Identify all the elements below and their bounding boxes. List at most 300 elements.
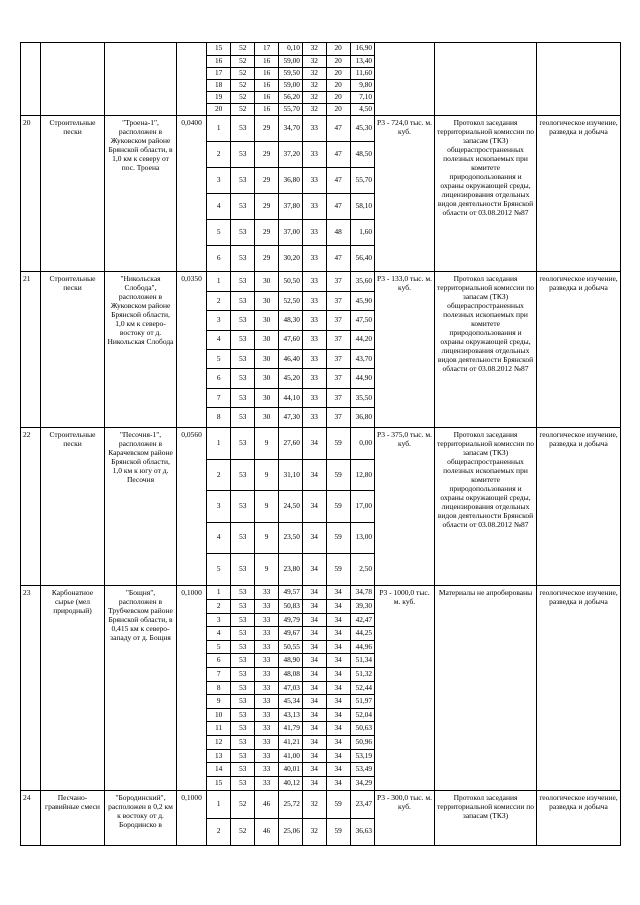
deposit-location: "Бородинский", расположен в 0,2 км к востоку от д. Бородинско в [105, 791, 177, 846]
lat-deg: 53 [231, 554, 255, 585]
lon-deg: 32 [302, 55, 326, 67]
lon-min: 37 [326, 272, 350, 291]
protocol-text: Протокол заседания территориальной комиссии по запасам (ТКЗ) [435, 791, 537, 846]
lat-sec: 34,70 [279, 116, 303, 142]
coordinate-row [207, 219, 374, 245]
point-number: 11 [207, 722, 231, 736]
lat-sec: 31,10 [279, 459, 303, 490]
lon-sec: 53,19 [350, 749, 374, 763]
lat-sec: 48,90 [279, 654, 303, 668]
coordinate-row [207, 67, 374, 79]
lat-sec: 47,60 [279, 330, 303, 349]
lat-min: 30 [255, 311, 279, 330]
point-number: 12 [207, 736, 231, 750]
coordinate-row [207, 791, 374, 818]
lon-sec: 58,10 [350, 193, 374, 219]
lon-min: 34 [326, 695, 350, 709]
lon-deg: 33 [302, 142, 326, 168]
lon-deg: 32 [302, 791, 326, 818]
reserves-value: Р3 - 724,0 тыс. м. куб. [375, 116, 435, 272]
lat-min: 17 [255, 43, 279, 55]
coordinate-row [207, 388, 374, 407]
lat-sec: 55,70 [279, 103, 303, 115]
coordinate-row [207, 103, 374, 115]
lat-sec: 40,01 [279, 763, 303, 777]
point-number: 3 [207, 613, 231, 627]
lon-sec: 50,96 [350, 736, 374, 750]
lon-min: 37 [326, 388, 350, 407]
no-cell [21, 43, 41, 116]
lon-deg: 34 [302, 459, 326, 490]
area-value: 0,0350 [177, 272, 207, 428]
point-number: 3 [207, 491, 231, 522]
lon-sec: 39,30 [350, 600, 374, 614]
coordinate-row [207, 272, 374, 291]
coordinates-table [207, 791, 374, 845]
lat-min: 33 [255, 640, 279, 654]
lon-min: 34 [326, 681, 350, 695]
lon-deg: 33 [302, 388, 326, 407]
point-number: 1 [207, 116, 231, 142]
lat-min: 30 [255, 408, 279, 427]
lat-min: 9 [255, 491, 279, 522]
coordinates-body [207, 428, 374, 585]
lon-sec: 2,50 [350, 554, 374, 585]
lon-deg: 33 [302, 369, 326, 388]
point-number: 18 [207, 79, 231, 91]
lon-min: 37 [326, 408, 350, 427]
point-number: 19 [207, 91, 231, 103]
coordinate-row [207, 491, 374, 522]
lon-min: 37 [326, 369, 350, 388]
lon-deg: 32 [302, 91, 326, 103]
point-number: 6 [207, 654, 231, 668]
lon-sec: 48,50 [350, 142, 374, 168]
purpose-text: геологическое изучение, разведка и добыча [537, 791, 621, 846]
lon-sec: 0,00 [350, 428, 374, 459]
lat-deg: 52 [231, 818, 255, 845]
coordinate-row [207, 79, 374, 91]
area-value: 0,1000 [177, 586, 207, 791]
coordinate-row [207, 522, 374, 553]
lon-min: 20 [326, 103, 350, 115]
lon-deg: 33 [302, 408, 326, 427]
lon-min: 59 [326, 459, 350, 490]
lon-deg: 34 [302, 668, 326, 682]
point-number: 9 [207, 695, 231, 709]
lat-min: 33 [255, 763, 279, 777]
deposit-location: "Песочня-1", расположен в Карачевском районе Брянской области, 1,0 км к югу от д. Песочня [105, 428, 177, 586]
point-number: 14 [207, 763, 231, 777]
protocol-text: Протокол заседания территориальной комиссии по запасам (ТКЗ) общераспространенных полезных ископаемых при комитете природопользования и охраны окружающей среды, лицензирования отдельных видов деятельности Брянской области от 03.08.2012 №87 [435, 272, 537, 428]
deposit-location: "Бощня", расположен в Трубчевском районе Брянской области, в 0,415 км к северо-западу от д. Бощня [105, 586, 177, 791]
coordinate-row [207, 91, 374, 103]
point-number: 3 [207, 168, 231, 194]
lat-deg: 53 [231, 708, 255, 722]
lon-sec: 52,04 [350, 708, 374, 722]
row-number: 20 [21, 116, 41, 272]
lat-deg: 53 [231, 408, 255, 427]
lon-sec: 16,90 [350, 43, 374, 55]
lon-deg: 34 [302, 522, 326, 553]
lon-min: 34 [326, 627, 350, 641]
lat-deg: 53 [231, 350, 255, 369]
point-number: 2 [207, 142, 231, 168]
coordinates-body [207, 791, 374, 845]
coordinate-row [207, 55, 374, 67]
lat-deg: 53 [231, 428, 255, 459]
lon-deg: 34 [302, 613, 326, 627]
row-number: 24 [21, 791, 41, 846]
lat-min: 33 [255, 736, 279, 750]
lat-min: 9 [255, 522, 279, 553]
lon-deg: 34 [302, 554, 326, 585]
lat-min: 33 [255, 627, 279, 641]
deposit-location: "Никольская Слобода", расположен в Жуковском районе Брянской области, 1,0 км к северо-востоку от д. Никольская Слобода [105, 272, 177, 428]
lat-sec: 0,10 [279, 43, 303, 55]
lon-sec: 51,97 [350, 695, 374, 709]
coordinate-row [207, 142, 374, 168]
lat-sec: 59,00 [279, 55, 303, 67]
lon-deg: 33 [302, 311, 326, 330]
lat-sec: 36,80 [279, 168, 303, 194]
coordinate-row [207, 43, 374, 55]
lat-min: 33 [255, 708, 279, 722]
lat-deg: 53 [231, 388, 255, 407]
lon-sec: 11,60 [350, 67, 374, 79]
lat-min: 9 [255, 428, 279, 459]
lon-sec: 55,70 [350, 168, 374, 194]
lon-min: 47 [326, 193, 350, 219]
lat-min: 33 [255, 654, 279, 668]
lat-min: 30 [255, 272, 279, 291]
lat-deg: 53 [231, 600, 255, 614]
lon-sec: 12,80 [350, 459, 374, 490]
lat-deg: 52 [231, 91, 255, 103]
lon-deg: 34 [302, 640, 326, 654]
coordinate-row [207, 586, 374, 600]
coordinate-row [207, 369, 374, 388]
row-number: 22 [21, 428, 41, 586]
lat-deg: 53 [231, 142, 255, 168]
lat-sec: 27,60 [279, 428, 303, 459]
coordinate-row [207, 408, 374, 427]
point-number: 7 [207, 668, 231, 682]
lon-min: 59 [326, 428, 350, 459]
lat-min: 33 [255, 749, 279, 763]
lat-sec: 40,12 [279, 776, 303, 790]
coordinate-row [207, 245, 374, 271]
point-number: 7 [207, 388, 231, 407]
lat-min: 16 [255, 91, 279, 103]
lon-sec: 53,49 [350, 763, 374, 777]
lat-sec: 59,00 [279, 79, 303, 91]
table-row [21, 428, 621, 586]
lat-sec: 48,08 [279, 668, 303, 682]
lat-deg: 52 [231, 79, 255, 91]
lat-min: 30 [255, 330, 279, 349]
lon-deg: 34 [302, 600, 326, 614]
lon-min: 20 [326, 55, 350, 67]
lon-deg: 34 [302, 776, 326, 790]
lat-sec: 45,34 [279, 695, 303, 709]
lat-min: 33 [255, 722, 279, 736]
lat-min: 33 [255, 613, 279, 627]
coordinate-row [207, 168, 374, 194]
point-number: 1 [207, 586, 231, 600]
purpose-text: геологическое изучение, разведка и добыча [537, 116, 621, 272]
point-number: 6 [207, 245, 231, 271]
reserves-value: Р3 - 133,0 тыс. м. куб. [375, 272, 435, 428]
coordinates-body [207, 586, 374, 790]
lat-deg: 52 [231, 43, 255, 55]
lat-sec: 44,10 [279, 388, 303, 407]
lon-sec: 9,80 [350, 79, 374, 91]
lon-sec: 7,10 [350, 91, 374, 103]
lon-sec: 1,60 [350, 219, 374, 245]
lat-deg: 52 [231, 103, 255, 115]
lat-sec: 37,20 [279, 142, 303, 168]
lon-deg: 33 [302, 350, 326, 369]
lon-deg: 32 [302, 43, 326, 55]
coordinate-row [207, 350, 374, 369]
coordinates-table [207, 586, 374, 790]
lon-min: 47 [326, 142, 350, 168]
lon-min: 37 [326, 311, 350, 330]
lat-min: 33 [255, 695, 279, 709]
reserves-value: Р3 - 300,0 тыс. м. куб. [375, 791, 435, 846]
lat-deg: 53 [231, 722, 255, 736]
lon-deg: 34 [302, 428, 326, 459]
lat-deg: 53 [231, 168, 255, 194]
lat-deg: 53 [231, 219, 255, 245]
coordinates-cell [207, 791, 375, 846]
lon-min: 34 [326, 776, 350, 790]
lon-sec: 35,50 [350, 388, 374, 407]
lon-sec: 17,00 [350, 491, 374, 522]
coordinate-row [207, 330, 374, 349]
lat-min: 16 [255, 103, 279, 115]
lon-deg: 34 [302, 654, 326, 668]
lon-min: 34 [326, 668, 350, 682]
lat-min: 33 [255, 681, 279, 695]
purpose-text: геологическое изучение, разведка и добыча [537, 586, 621, 791]
coordinates-body [207, 43, 374, 115]
lat-deg: 52 [231, 67, 255, 79]
coordinate-row [207, 695, 374, 709]
coordinates-cell [207, 272, 375, 428]
lat-deg: 53 [231, 654, 255, 668]
reserves-cell [375, 43, 435, 116]
lon-deg: 33 [302, 272, 326, 291]
point-number: 2 [207, 291, 231, 310]
lat-deg: 53 [231, 291, 255, 310]
lon-deg: 33 [302, 168, 326, 194]
coordinate-row [207, 428, 374, 459]
lon-sec: 44,90 [350, 369, 374, 388]
lat-deg: 53 [231, 668, 255, 682]
coordinate-row [207, 116, 374, 142]
lon-min: 34 [326, 640, 350, 654]
lon-min: 34 [326, 654, 350, 668]
lat-sec: 50,83 [279, 600, 303, 614]
lat-min: 29 [255, 219, 279, 245]
lat-deg: 53 [231, 613, 255, 627]
lon-deg: 34 [302, 722, 326, 736]
lat-sec: 23,50 [279, 522, 303, 553]
coordinate-row [207, 627, 374, 641]
lon-sec: 45,90 [350, 291, 374, 310]
lat-sec: 30,20 [279, 245, 303, 271]
table-row [21, 272, 621, 428]
table-row [21, 586, 621, 791]
lon-min: 59 [326, 491, 350, 522]
lon-deg: 34 [302, 749, 326, 763]
lat-min: 29 [255, 193, 279, 219]
point-number: 6 [207, 369, 231, 388]
lon-deg: 33 [302, 291, 326, 310]
coordinates-cell [207, 428, 375, 586]
area-value: 0,0560 [177, 428, 207, 586]
point-number: 16 [207, 55, 231, 67]
lat-min: 29 [255, 116, 279, 142]
coordinate-row [207, 722, 374, 736]
lat-min: 16 [255, 79, 279, 91]
lat-min: 29 [255, 168, 279, 194]
lat-sec: 45,20 [279, 369, 303, 388]
deposits-table [20, 42, 621, 846]
lat-sec: 23,80 [279, 554, 303, 585]
location-cell [105, 43, 177, 116]
lon-deg: 34 [302, 681, 326, 695]
lat-deg: 53 [231, 116, 255, 142]
lat-min: 29 [255, 245, 279, 271]
coordinate-row [207, 681, 374, 695]
lon-sec: 44,25 [350, 627, 374, 641]
deposits-table-body [21, 43, 621, 846]
mineral-cell [41, 43, 105, 116]
mineral-type: Карбонатное сырье (мел природный) [41, 586, 105, 791]
lat-sec: 56,20 [279, 91, 303, 103]
lon-min: 37 [326, 330, 350, 349]
lon-sec: 13,40 [350, 55, 374, 67]
purpose-text: геологическое изучение, разведка и добыча [537, 428, 621, 586]
coordinates-cell [207, 586, 375, 791]
lat-deg: 53 [231, 763, 255, 777]
lon-deg: 34 [302, 708, 326, 722]
lat-min: 33 [255, 668, 279, 682]
lon-deg: 33 [302, 330, 326, 349]
point-number: 5 [207, 554, 231, 585]
coordinate-row [207, 818, 374, 845]
lon-sec: 42,47 [350, 613, 374, 627]
lon-sec: 34,78 [350, 586, 374, 600]
lat-sec: 47,03 [279, 681, 303, 695]
point-number: 17 [207, 67, 231, 79]
lat-deg: 53 [231, 193, 255, 219]
lat-sec: 50,55 [279, 640, 303, 654]
lat-deg: 53 [231, 459, 255, 490]
lon-sec: 4,50 [350, 103, 374, 115]
point-number: 2 [207, 459, 231, 490]
lat-sec: 47,30 [279, 408, 303, 427]
lat-min: 30 [255, 291, 279, 310]
row-number: 21 [21, 272, 41, 428]
lat-sec: 49,67 [279, 627, 303, 641]
lon-sec: 51,34 [350, 654, 374, 668]
purpose-cell [537, 43, 621, 116]
lon-deg: 33 [302, 193, 326, 219]
lon-deg: 34 [302, 763, 326, 777]
lon-sec: 23,47 [350, 791, 374, 818]
lat-deg: 53 [231, 627, 255, 641]
coordinates-table [207, 43, 374, 115]
lat-sec: 41,21 [279, 736, 303, 750]
protocol-text: Протокол заседания территориальной комиссии по запасам (ТКЗ) общераспространенных полезных ископаемых при комитете природопользования и охраны окружающей среды, лицензирования отдельных видов деятельности Брянской области от 03.08.2012 №87 [435, 428, 537, 586]
point-number: 8 [207, 681, 231, 695]
coordinate-row [207, 749, 374, 763]
lat-deg: 53 [231, 272, 255, 291]
point-number: 3 [207, 311, 231, 330]
lat-deg: 53 [231, 586, 255, 600]
lon-deg: 34 [302, 627, 326, 641]
coordinates-cell [207, 116, 375, 272]
coordinate-row [207, 708, 374, 722]
lat-sec: 59,50 [279, 67, 303, 79]
lat-sec: 43,13 [279, 708, 303, 722]
lon-min: 59 [326, 818, 350, 845]
lon-min: 34 [326, 722, 350, 736]
lon-min: 34 [326, 749, 350, 763]
lat-sec: 50,50 [279, 272, 303, 291]
coordinates-body [207, 272, 374, 427]
lat-sec: 37,00 [279, 219, 303, 245]
lat-sec: 25,06 [279, 818, 303, 845]
lat-sec: 48,30 [279, 311, 303, 330]
point-number: 13 [207, 749, 231, 763]
point-number: 4 [207, 193, 231, 219]
lat-sec: 49,57 [279, 586, 303, 600]
lat-min: 33 [255, 586, 279, 600]
lat-deg: 53 [231, 749, 255, 763]
lon-sec: 34,29 [350, 776, 374, 790]
point-number: 1 [207, 791, 231, 818]
purpose-text: геологическое изучение, разведка и добыча [537, 272, 621, 428]
lat-deg: 53 [231, 522, 255, 553]
lon-sec: 43,70 [350, 350, 374, 369]
lat-min: 9 [255, 554, 279, 585]
table-row [21, 116, 621, 272]
lat-sec: 46,40 [279, 350, 303, 369]
lon-min: 48 [326, 219, 350, 245]
lon-min: 34 [326, 763, 350, 777]
lon-min: 47 [326, 245, 350, 271]
lat-sec: 52,50 [279, 291, 303, 310]
lat-sec: 49,79 [279, 613, 303, 627]
lon-min: 20 [326, 43, 350, 55]
lat-sec: 37,80 [279, 193, 303, 219]
lat-sec: 24,50 [279, 491, 303, 522]
lon-sec: 36,63 [350, 818, 374, 845]
lat-deg: 53 [231, 736, 255, 750]
coordinates-table [207, 428, 374, 585]
lat-min: 16 [255, 67, 279, 79]
lat-min: 33 [255, 600, 279, 614]
coordinates-table [207, 116, 374, 271]
coordinate-row [207, 291, 374, 310]
lon-min: 34 [326, 736, 350, 750]
coordinates-body [207, 116, 374, 271]
